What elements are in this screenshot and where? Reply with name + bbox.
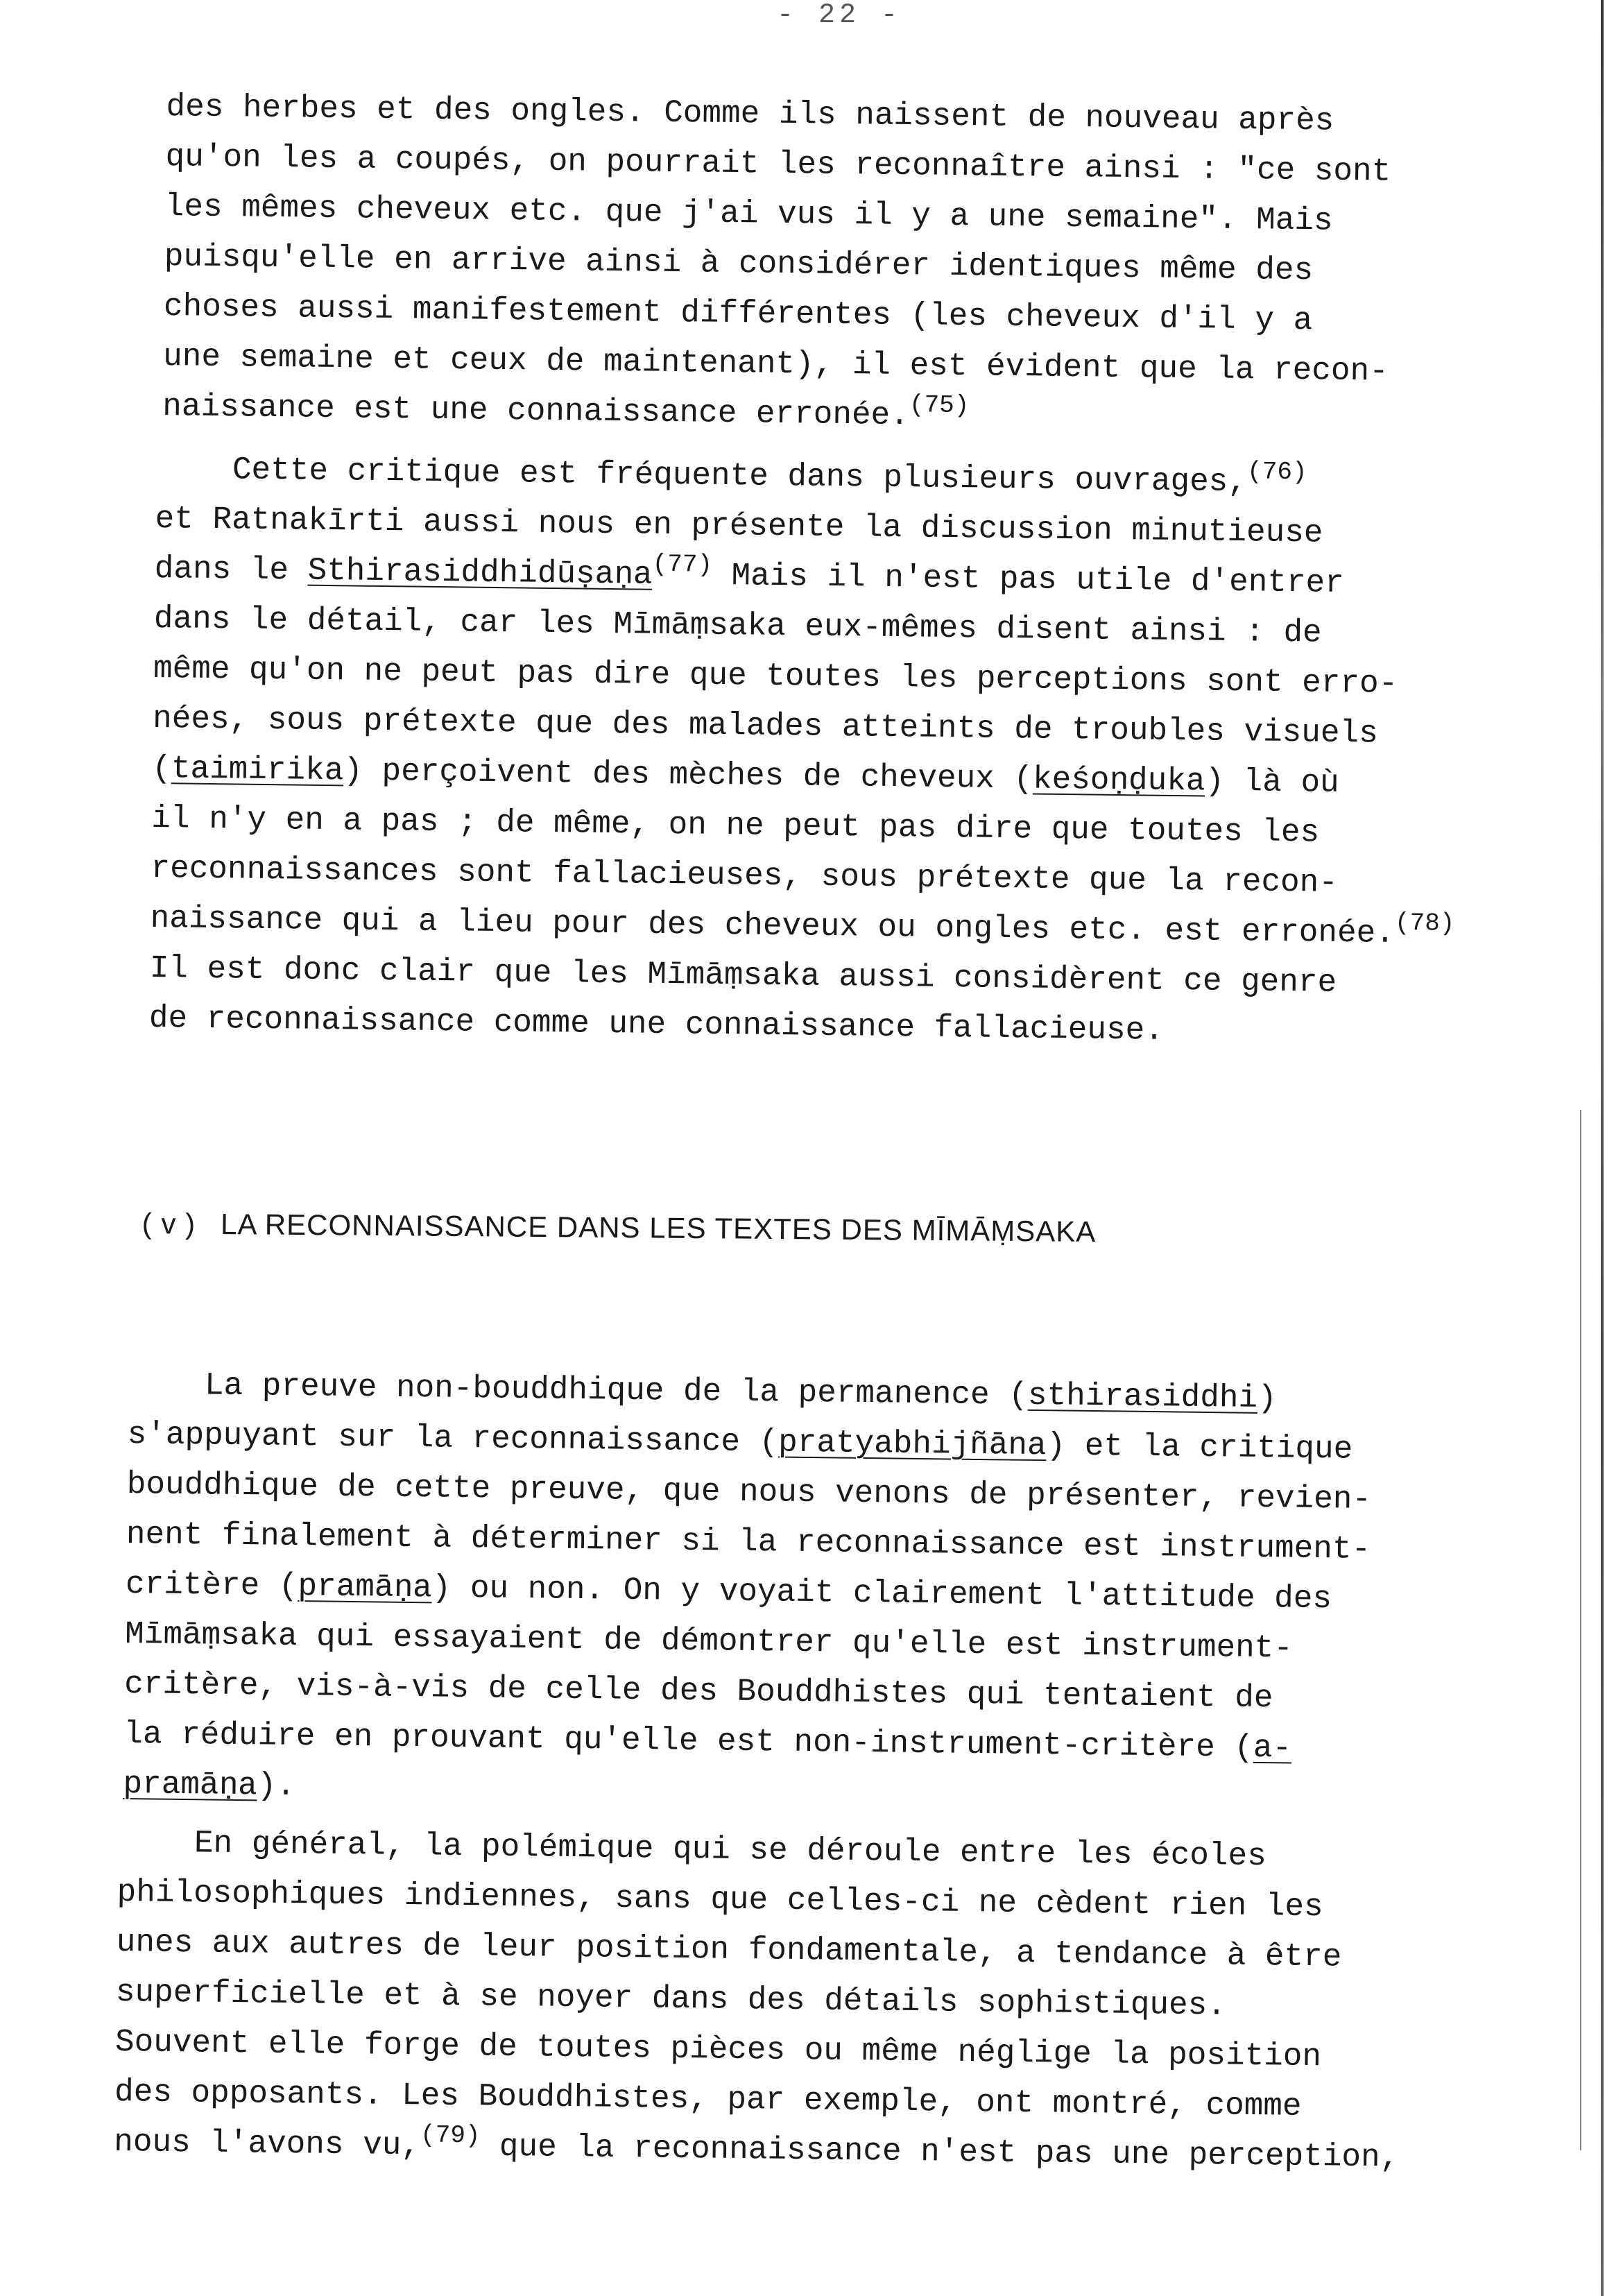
- text-line: et Ratnakīrti aussi nous en présente la discussion minutieuse: [155, 500, 1323, 551]
- footnote-ref: (78): [1394, 908, 1455, 938]
- text-fragment: ) perçoivent des mèches de cheveux (: [343, 753, 1033, 798]
- text-line: même qu'on ne peut pas dire que toutes les perceptions sont erro-: [153, 650, 1398, 702]
- text-line: unes aux autres de leur position fondamentale, a tendance à être: [116, 1924, 1342, 1976]
- sanskrit-term: sthirasiddhi: [1027, 1377, 1258, 1416]
- text-line: Mais il n'est pas utile d'entrer: [712, 557, 1345, 601]
- text-line: Il est donc clair que les Mīmāṃsaka aussi considèrent ce genre: [149, 950, 1337, 1001]
- binding-edge: [1601, 0, 1604, 2296]
- text-fragment: que la reconnaissance n'est pas une perception,: [480, 2128, 1400, 2176]
- text-line: il n'y en a pas ; de même, on ne peut pas dire que toutes les: [151, 800, 1320, 851]
- section-heading: [142, 1207, 1097, 1249]
- text-line: dans le: [154, 550, 308, 589]
- text-line: Mīmāṃsaka qui essayaient de démontrer qu'elle est instrument-: [124, 1616, 1294, 1667]
- text-fragment: La preuve non-bouddhique de la permanence (: [128, 1366, 1029, 1414]
- section-title: LA RECONNAISSANCE DANS LES TEXTES DES MĪMĀṂSAKA: [220, 1207, 1097, 1249]
- paragraph-3: [123, 1360, 1373, 1824]
- text-fragment: critère (: [125, 1566, 298, 1605]
- text-line: une semaine et ceux de maintenant), il est évident que la recon-: [162, 338, 1389, 390]
- paragraph-4: [114, 1817, 1403, 2183]
- paragraph-1: [162, 82, 1392, 447]
- text-fragment: ) et la critique: [1046, 1428, 1353, 1468]
- footnote-ref: (77): [652, 549, 713, 579]
- text-line: puisqu'elle en arrive ainsi à considérer identiques même des: [164, 238, 1314, 289]
- sanskrit-term: taimirika: [171, 751, 344, 789]
- binding-edge-inner: [1580, 1110, 1581, 2150]
- text-line: bouddhique de cette preuve, que nous venons de présenter, revien-: [126, 1466, 1372, 1518]
- text-line: nées, sous prétexte que des malades atteints de troubles visuels: [152, 700, 1379, 752]
- page-number: - 22 -: [777, 0, 902, 31]
- sanskrit-term: keśoṇḍuka: [1032, 761, 1205, 800]
- text-line: Souvent elle forge de toutes pièces ou même néglige la position: [114, 2023, 1322, 2075]
- text-fragment: ) là où: [1205, 763, 1339, 801]
- text-line: critère, vis-à-vis de celle des Bouddhistes qui tentaient de: [123, 1665, 1273, 1717]
- sanskrit-term: a-: [1253, 1729, 1292, 1767]
- text-fragment: la réduire en prouvant qu'elle est non-instrument-critère (: [123, 1715, 1254, 1766]
- text-line: Cette critique est fréquente dans plusieurs ouvrages,: [155, 450, 1248, 501]
- paragraph-2: [148, 444, 1460, 1059]
- text-line: nent finalement à déterminer si la reconnaissance est instrument-: [126, 1516, 1371, 1568]
- text-fragment: nous l'avons vu,: [113, 2123, 421, 2164]
- text-line: naissance qui a lieu pour des cheveux ou ongles etc. est erronée.: [150, 900, 1396, 952]
- section-number: ( v ): [141, 1207, 196, 1240]
- text-line: qu'on les a coupés, on pourrait les reconnaître ainsi : "ce sont: [165, 138, 1391, 190]
- text-line: des herbes et des ongles. Comme ils naissent de nouveau après: [166, 88, 1334, 139]
- text-line: En général, la polémique qui se déroule entre les écoles: [117, 1824, 1267, 1875]
- text-line: philosophiques indiennes, sans que celles-ci ne cèdent rien les: [117, 1874, 1323, 1926]
- sanskrit-term: pratyabhijñāna: [778, 1424, 1047, 1464]
- text-line: les mêmes cheveux etc. que j'ai vus il y a une semaine". Mais: [164, 188, 1333, 239]
- text-line: naissance est une connaissance erronée.: [162, 388, 910, 434]
- text-fragment: (: [151, 750, 172, 787]
- text-fragment: ) ou non. On y voyait clairement l'attitude des: [431, 1570, 1332, 1618]
- footnote-ref: (76): [1246, 457, 1307, 487]
- text-line: superficielle et à se noyer dans des détails sophistiques.: [115, 1973, 1227, 2024]
- text-line: des opposants. Les Bouddhistes, par exemple, ont montré, comme: [114, 2073, 1302, 2125]
- footnote-ref: (79): [420, 2121, 481, 2150]
- text-line: dans le détail, car les Mīmāṃsaka eux-mêmes disent ainsi : de: [153, 600, 1322, 651]
- text-line: choses aussi manifestement différentes (les cheveux d'il y a: [163, 288, 1313, 339]
- text-fragment: ).: [257, 1767, 296, 1804]
- text-line: reconnaissances sont fallacieuses, sous prétexte que la recon-: [151, 850, 1339, 901]
- text-fragment: s'appuyant sur la reconnaissance (: [127, 1416, 779, 1461]
- sanskrit-term: pramāṇa: [123, 1765, 258, 1804]
- footnote-ref: (75): [909, 391, 970, 420]
- sanskrit-term: pramāṇa: [298, 1568, 433, 1607]
- text-line: de reconnaissance comme une connaissance fallacieuse.: [148, 1000, 1165, 1049]
- text-fragment: ): [1257, 1380, 1278, 1417]
- sanskrit-term: Sthirasiddhidūṣaṇa: [307, 552, 653, 593]
